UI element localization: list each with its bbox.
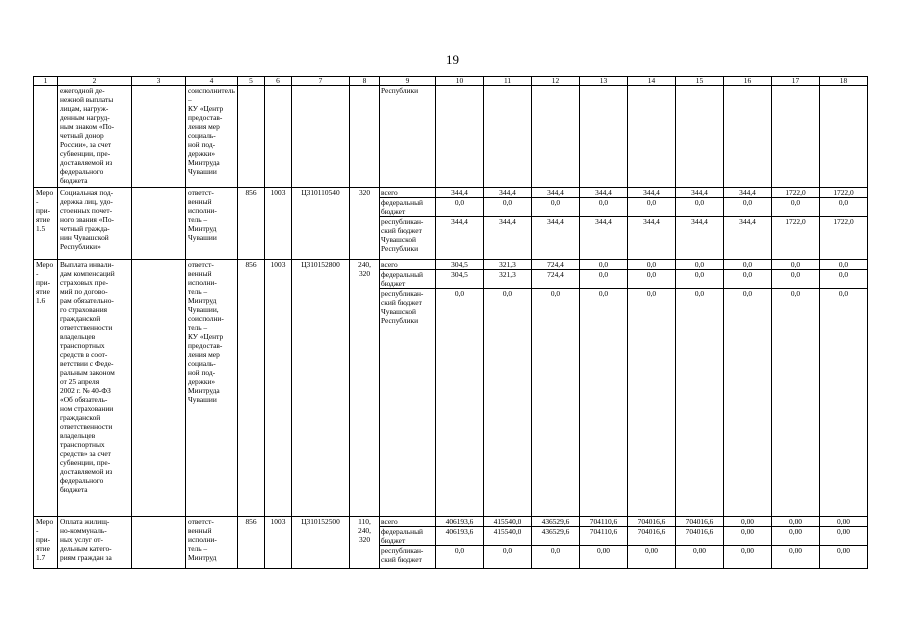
event-cell: Меро- при- ятие 1.6 (34, 260, 58, 517)
amount-value: 0,00 (597, 546, 610, 555)
value-cell (580, 188, 628, 260)
column-number-cell: 16 (724, 77, 772, 86)
value-cell (532, 260, 580, 517)
funding-source-cell (380, 188, 436, 260)
funding-source-name: республикан- ский бюджет (381, 546, 424, 564)
column-number-cell: 18 (820, 77, 868, 86)
amount-value: 344,4 (547, 217, 564, 226)
amount-value (628, 86, 675, 95)
amount-value: 0,00 (645, 546, 658, 555)
value-cell (724, 188, 772, 260)
amount-value (580, 86, 627, 95)
amount-value: 0,0 (772, 270, 819, 289)
description-cell: Оплата жилищ- но-коммуналь- ных услуг от- дельным катего- риям граждан за (58, 517, 132, 569)
amount-value: 724,4 (532, 260, 579, 270)
column-number-cell: 15 (676, 77, 724, 86)
amount-value: 724,4 (532, 270, 579, 289)
amount-value: 704110,6 (580, 527, 627, 546)
description-cell: Социальная под- держка лиц, удо- стоенных почет- ного звания «По- четный гражда- нин Чувашской Республики» (58, 188, 132, 260)
amount-value (436, 86, 483, 95)
value-cell (772, 517, 820, 569)
amount-value: 704110,6 (580, 517, 627, 527)
page-number: 19 (446, 52, 459, 67)
amount-value: 0,0 (646, 289, 657, 298)
column-number-cell: 5 (238, 77, 265, 86)
amount-value: 0,0 (676, 260, 723, 270)
funding-source-cell (380, 260, 436, 517)
amount-value: 0,0 (724, 260, 771, 270)
amount-value: 344,4 (724, 188, 771, 198)
value-cell (676, 260, 724, 517)
amount-value: 0,0 (628, 260, 675, 270)
amount-value: 304,5 (436, 270, 483, 289)
amount-value: 0,0 (820, 198, 867, 217)
amount-value: 0,00 (820, 517, 867, 527)
amount-value: 0,00 (820, 527, 867, 546)
value-cell (580, 86, 628, 188)
amount-value: 0,0 (454, 289, 465, 298)
amount-value: 0,00 (724, 517, 771, 527)
funding-source-name: всего (380, 260, 435, 270)
value-cell (628, 517, 676, 569)
amount-value: 344,4 (532, 188, 579, 198)
amount-value (820, 86, 867, 95)
column-number-cell: 3 (132, 77, 186, 86)
amount-value: 0,0 (628, 270, 675, 289)
empty-cell (132, 260, 186, 517)
value-cell (532, 188, 580, 260)
amount-value: 1722,0 (820, 188, 867, 198)
amount-value: 344,4 (451, 217, 468, 226)
amount-value: 0,0 (550, 289, 561, 298)
column-number-cell: 11 (484, 77, 532, 86)
vr-code-cell: 240, 320 (350, 260, 380, 517)
value-cell (772, 260, 820, 517)
funding-source-name: Республики (381, 86, 419, 95)
value-cell (436, 86, 484, 188)
table-row (34, 260, 868, 517)
value-cell (484, 188, 532, 260)
funding-source-cell (380, 517, 436, 569)
amount-value: 704016,6 (628, 527, 675, 546)
column-number-cell: 10 (436, 77, 484, 86)
column-number-cell: 1 (34, 77, 58, 86)
amount-value (724, 86, 771, 95)
empty-cell (132, 86, 186, 188)
amount-value: 344,4 (580, 188, 627, 198)
value-cell (436, 260, 484, 517)
rzpr-code-cell (265, 86, 292, 188)
amount-value: 0,0 (820, 270, 867, 289)
column-number-cell: 2 (58, 77, 132, 86)
amount-value: 0,0 (598, 289, 609, 298)
amount-value: 0,0 (550, 546, 561, 555)
amount-value: 344,4 (595, 217, 612, 226)
funding-source-name: республикан- ский бюджет Чувашской Республики (381, 289, 424, 325)
column-number-cell: 14 (628, 77, 676, 86)
amount-value: 406193,6 (436, 527, 483, 546)
value-cell (628, 260, 676, 517)
csr-code-cell (292, 86, 350, 188)
value-cell (436, 188, 484, 260)
description-cell: ежегодной де- нежной выплаты лицам, нагруж- денным нагруд- ным знаком «По- четный донор России», за счет субвенции, пре- доставляемой из федерального бюджета (58, 86, 132, 188)
amount-value: 0,0 (502, 289, 513, 298)
amount-value: 321,3 (484, 260, 531, 270)
table-row (34, 86, 868, 188)
value-cell (676, 188, 724, 260)
amount-value (484, 86, 531, 95)
amount-value: 0,00 (789, 546, 802, 555)
amount-value: 0,0 (580, 198, 627, 217)
table-row (34, 517, 868, 569)
amount-value: 0,0 (436, 198, 483, 217)
vr-code-cell: 320 (350, 188, 380, 260)
csr-code-cell: Ц310152500 (292, 517, 350, 569)
column-number-cell: 8 (350, 77, 380, 86)
amount-value: 0,0 (676, 270, 723, 289)
amount-value: 0,00 (741, 546, 754, 555)
budget-table (33, 76, 868, 569)
amount-value: 0,0 (742, 289, 753, 298)
funding-source-name: федеральный бюджет (380, 270, 435, 289)
amount-value: 0,00 (724, 527, 771, 546)
column-number-cell: 17 (772, 77, 820, 86)
funding-source-cell (380, 86, 436, 188)
executor-cell: ответст- венный исполни- тель – Минтруд (186, 517, 238, 569)
event-cell: Меро- при- ятие 1.7 (34, 517, 58, 569)
amount-value: 344,4 (676, 188, 723, 198)
value-cell (724, 260, 772, 517)
value-cell (724, 86, 772, 188)
amount-value: 344,4 (499, 217, 516, 226)
grbs-code-cell: 856 (238, 260, 265, 517)
rzpr-code-cell: 1003 (265, 260, 292, 517)
column-number-cell: 12 (532, 77, 580, 86)
executor-cell: ответст- венный исполни- тель – Минтруд Чувашии (186, 188, 238, 260)
amount-value: 0,00 (772, 527, 819, 546)
amount-value: 0,0 (772, 198, 819, 217)
amount-value: 344,4 (436, 188, 483, 198)
csr-code-cell: Ц310110540 (292, 188, 350, 260)
amount-value: 1722,0 (785, 217, 806, 226)
amount-value: 0,0 (484, 198, 531, 217)
amount-value (676, 86, 723, 95)
table-row (34, 188, 868, 260)
value-cell (484, 86, 532, 188)
column-number-cell: 6 (265, 77, 292, 86)
amount-value: 0,0 (694, 289, 705, 298)
amount-value: 0,0 (790, 289, 801, 298)
amount-value: 0,0 (454, 546, 465, 555)
funding-source-name: республикан- ский бюджет Чувашской Республики (381, 217, 424, 253)
amount-value: 344,4 (643, 217, 660, 226)
column-number-cell: 9 (380, 77, 436, 86)
amount-value: 0,00 (837, 546, 850, 555)
empty-cell (132, 517, 186, 569)
value-cell (532, 86, 580, 188)
value-cell (628, 188, 676, 260)
amount-value: 0,0 (502, 546, 513, 555)
event-cell: Меро- при- ятие 1.5 (34, 188, 58, 260)
amount-value: 0,0 (772, 260, 819, 270)
grbs-code-cell (238, 86, 265, 188)
funding-source-name: всего (380, 188, 435, 198)
amount-value: 704016,6 (676, 517, 723, 527)
vr-code-cell (350, 86, 380, 188)
amount-value: 1722,0 (833, 217, 854, 226)
value-cell (628, 86, 676, 188)
amount-value: 415540,0 (484, 527, 531, 546)
amount-value: 704016,6 (628, 517, 675, 527)
empty-cell (132, 188, 186, 260)
funding-source-name: всего (380, 517, 435, 527)
value-cell (676, 86, 724, 188)
value-cell (436, 517, 484, 569)
value-cell (820, 188, 868, 260)
value-cell (772, 86, 820, 188)
amount-value (772, 86, 819, 95)
amount-value: 1722,0 (772, 188, 819, 198)
rzpr-code-cell: 1003 (265, 188, 292, 260)
value-cell (532, 517, 580, 569)
value-cell (724, 517, 772, 569)
column-number-cell: 13 (580, 77, 628, 86)
value-cell (484, 517, 532, 569)
amount-value: 0,0 (820, 260, 867, 270)
amount-value: 704016,6 (676, 527, 723, 546)
amount-value: 0,0 (532, 198, 579, 217)
executor-cell: соисполнитель – КУ «Центр предостав- ления мер социаль- ной под- держки» Минтруда Чувашии (186, 86, 238, 188)
funding-source-name: федеральный бюджет (380, 527, 435, 546)
rzpr-code-cell: 1003 (265, 517, 292, 569)
column-number-cell: 4 (186, 77, 238, 86)
amount-value: 344,4 (628, 188, 675, 198)
value-cell (820, 260, 868, 517)
amount-value: 0,0 (724, 198, 771, 217)
event-cell (34, 86, 58, 188)
amount-value: 321,3 (484, 270, 531, 289)
value-cell (820, 86, 868, 188)
amount-value: 0,00 (693, 546, 706, 555)
amount-value: 0,0 (838, 289, 849, 298)
executor-cell: ответст- венный исполни- тель – Минтруд Чувашии, соисполни- тель – КУ «Центр предостав- ления мер социаль- ной под- держки» Минтруда Чувашии (186, 260, 238, 517)
amount-value: 0,0 (724, 270, 771, 289)
value-cell (484, 260, 532, 517)
value-cell (580, 260, 628, 517)
amount-value: 436529,6 (532, 517, 579, 527)
amount-value: 0,0 (580, 270, 627, 289)
grbs-code-cell: 856 (238, 517, 265, 569)
csr-code-cell: Ц310152800 (292, 260, 350, 517)
column-number-row (34, 77, 868, 86)
column-number-cell: 7 (292, 77, 350, 86)
amount-value: 304,5 (436, 260, 483, 270)
amount-value: 0,0 (580, 260, 627, 270)
amount-value: 344,4 (691, 217, 708, 226)
amount-value: 0,0 (676, 198, 723, 217)
vr-code-cell: 110, 240, 320 (350, 517, 380, 569)
description-cell: Выплата инвали- дам компенсаций страховых пре- мий по догово- рам обязательно- го страхования гражданской ответственности владельцев транспортных средств в соот- ветствии с Феде- ральным законом от 25 апреля 2002 г. № 40-ФЗ «Об обязатель- ном страховании гражданской ответственности владельцев транспортных средств» за счет субвенции, пре- доставляемой из федерального бюджета (58, 260, 132, 517)
grbs-code-cell: 856 (238, 188, 265, 260)
amount-value: 436529,6 (532, 527, 579, 546)
value-cell (676, 517, 724, 569)
amount-value: 344,4 (739, 217, 756, 226)
value-cell (820, 517, 868, 569)
amount-value: 0,00 (772, 517, 819, 527)
amount-value (532, 86, 579, 95)
value-cell (580, 517, 628, 569)
amount-value: 344,4 (484, 188, 531, 198)
funding-source-name: федеральный бюджет (380, 198, 435, 217)
value-cell (772, 188, 820, 260)
amount-value: 0,0 (628, 198, 675, 217)
amount-value: 415540,0 (484, 517, 531, 527)
amount-value: 406193,6 (436, 517, 483, 527)
